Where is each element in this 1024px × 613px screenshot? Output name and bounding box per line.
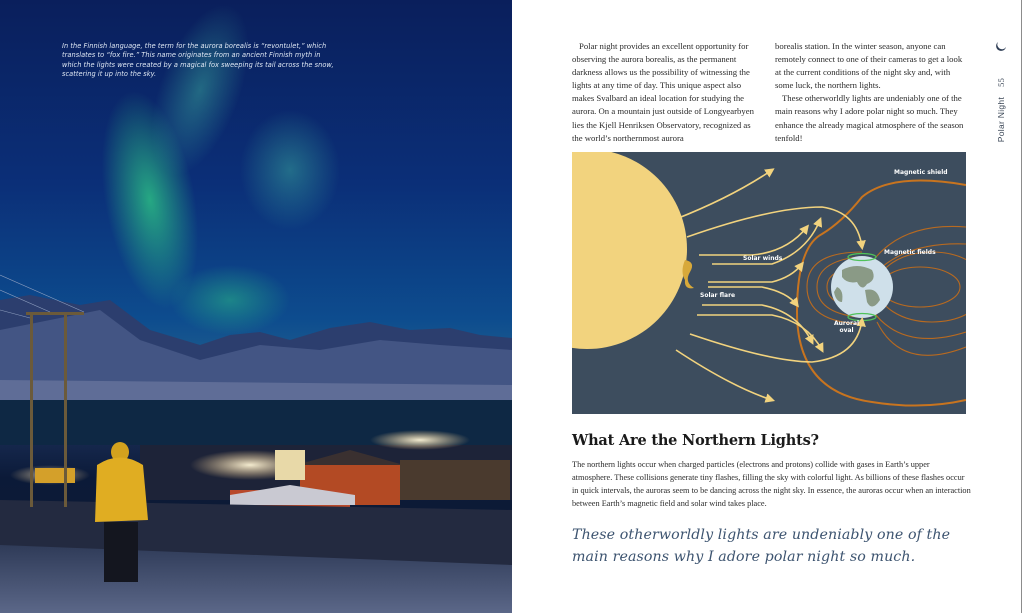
section-title: Polar Night: [996, 96, 1006, 143]
photo-caption: In the Finnish language, the term for the aurora borealis is “revontulet,” which translates to “fox fire.” This name originates from an ancient Finnish myth in which the lights were created by a magical fox sweeping its tail across the snow, scattering it up into the sky.: [62, 42, 334, 79]
paragraph: Polar night provides an excellent opportunity for observing the aurora borealis, as the permanent darkness allows us the possibility of witnessing the lights at any time of day. This unique aspect also makes Svalbard an ideal location for studying the aurora. On a mountain just outside of Longyearbyen lies the Kjell Henriksen Observatory, recognized as the world’s northernmost aurora: [572, 41, 754, 143]
label-solar-flare: Solar flare: [700, 292, 736, 299]
running-head: [988, 40, 1014, 150]
crescent-moon-icon: [995, 40, 1007, 52]
aurora-diagram: [572, 152, 966, 414]
text-column-1: [572, 40, 762, 145]
paragraph: borealis station. In the winter season, anyone can remotely connect to one of their cameras to get a look at the current conditions of the night sky and, with some luck, the northern lights.: [775, 41, 963, 91]
sun-earth-magnetosphere-illustration: [572, 152, 966, 414]
page-number: 55: [996, 77, 1006, 87]
label-auroral-oval: Auroral oval: [834, 320, 860, 334]
paragraph: These otherworldly lights are undeniably one of the main reasons why I adore polar night so much. They enhance the already magical atmosphere of the season tenfold!: [775, 93, 964, 143]
text-column-2: [775, 40, 970, 145]
label-magnetic-shield: Magnetic shield: [894, 169, 948, 176]
section-body: The northern lights occur when charged particles (electrons and protons) collide with gases in Earth’s upper atmosphere. These collisions generate tiny flashes, filling the sky with colorful light. As billions of these flashes occur in quick intervals, the auroras seem to be dancing across the night sky. In essence, the auroras occur when an interaction between Earth’s magnetic field and solar wind takes place.: [572, 460, 971, 508]
running-head-text: [996, 78, 1006, 142]
handwritten-pull-quote: These otherworldly lights are undeniably one of the main reasons why I adore polar night so much.: [572, 527, 951, 565]
page-edge-line: [1021, 0, 1022, 613]
label-magnetic-fields: Magnetic fields: [884, 249, 936, 256]
label-solar-winds: Solar winds: [743, 255, 783, 262]
section-heading: What Are the Northern Lights?: [572, 432, 819, 449]
